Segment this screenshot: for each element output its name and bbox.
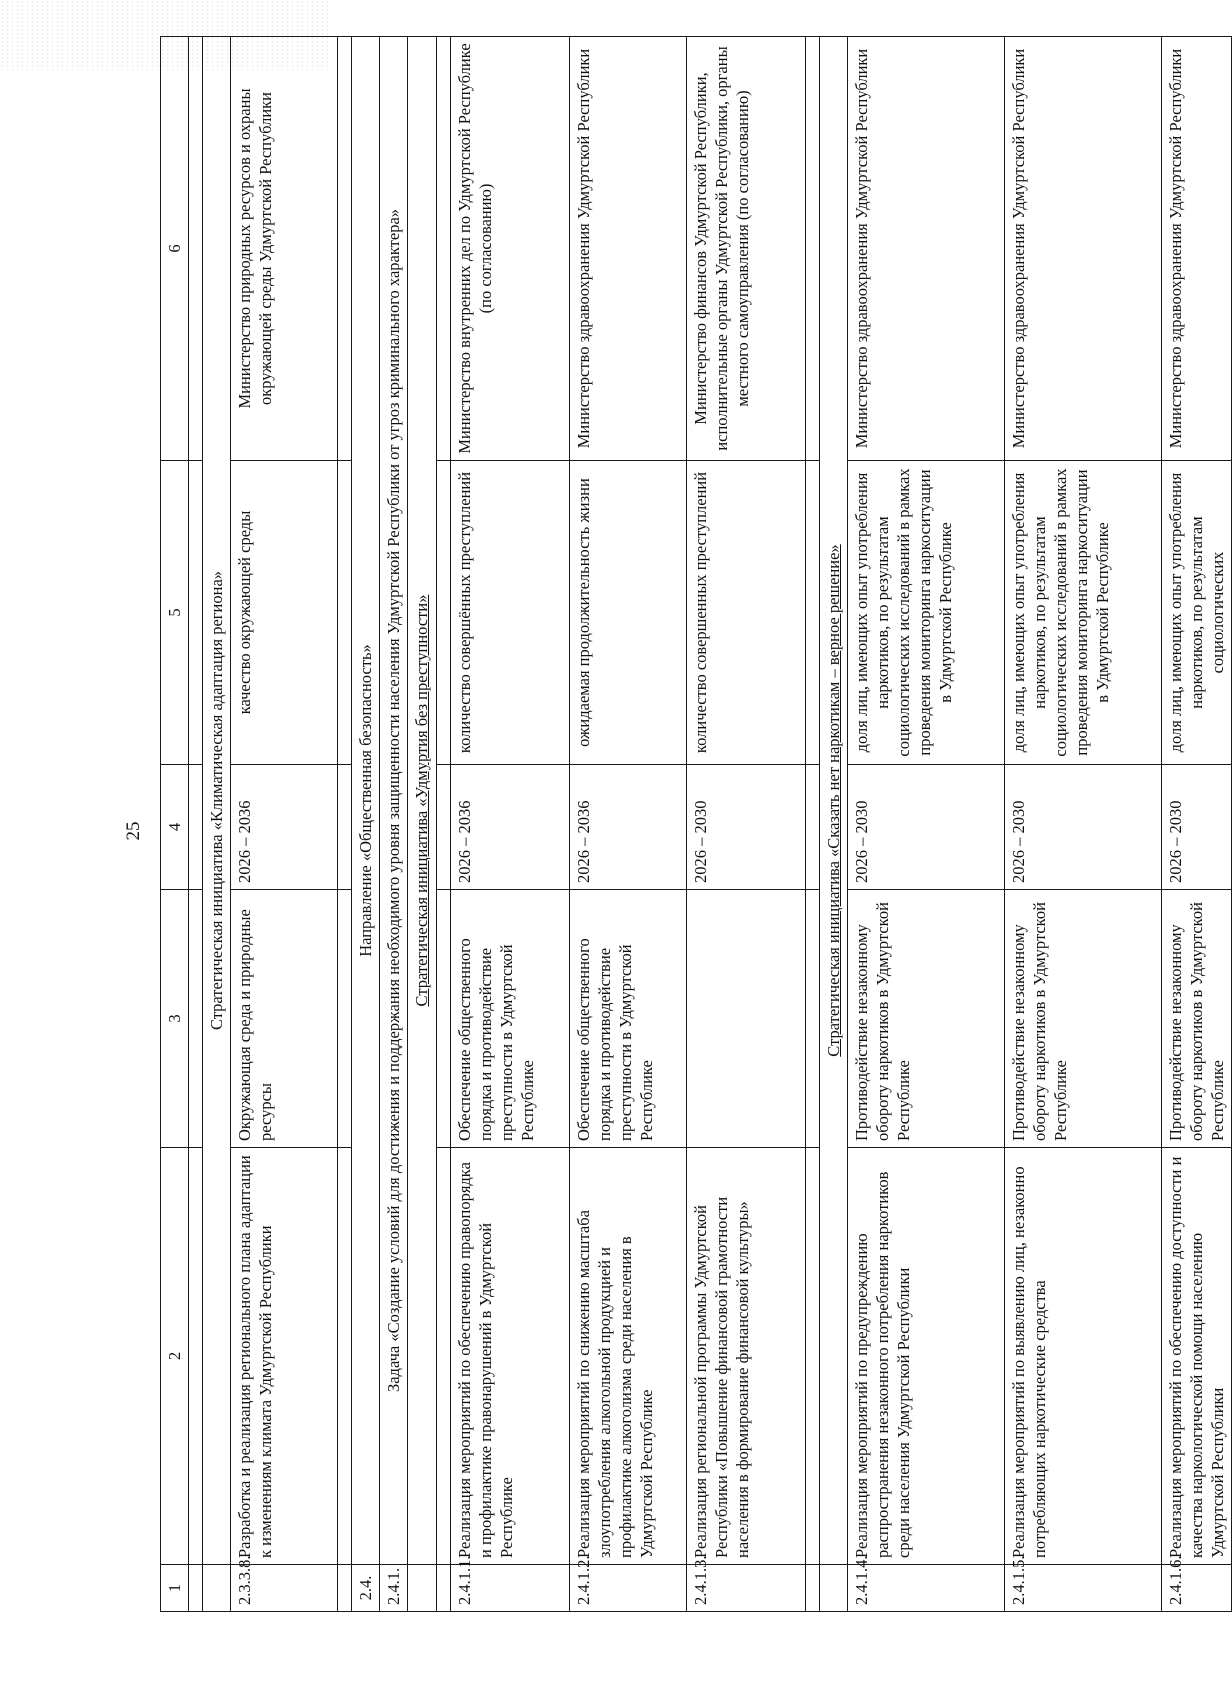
- header-cell: 4: [161, 765, 189, 890]
- program-name: Противодействие незаконному обороту наркотиков в Удмуртской Республике: [1161, 890, 1231, 1148]
- measure-name: Реализация мероприятий по обеспечению доступности и качества наркологической помощи населению Удмуртской Республики: [1161, 1148, 1231, 1565]
- indicator: доля лиц, имеющих опыт употребления наркотиков, по результатам социологических исследований в рамках проведения мониторинга наркоситуации в Удмуртской Республике: [1004, 461, 1161, 765]
- item-number: 2.4.1.3.: [686, 1565, 805, 1612]
- responsible: Министерство здравоохранения Удмуртской Республики: [1161, 37, 1231, 461]
- spacer-row: [189, 37, 203, 1612]
- table-row: [569, 37, 686, 1612]
- indicator: количество совершённых преступлений: [450, 461, 569, 765]
- section-title: Стратегическая инициатива «Удмуртия без преступности»: [412, 594, 432, 1007]
- spacer-cell: [805, 890, 819, 1148]
- program-name: Окружающая среда и природные ресурсы: [231, 890, 338, 1148]
- spacer-cell: [189, 890, 203, 1148]
- section-row: [380, 37, 408, 1612]
- section-row: [408, 37, 436, 1612]
- page-number: 25: [123, 821, 144, 841]
- section-row: [352, 37, 380, 1612]
- program-name: Противодействие незаконному обороту наркотиков в Удмуртской Республике: [847, 890, 1004, 1148]
- section-number: [408, 1565, 436, 1612]
- spacer-cell: [338, 461, 352, 765]
- section-number: 2.4.: [352, 1565, 380, 1612]
- item-number: 2.4.1.4.: [847, 1565, 1004, 1612]
- header-cell: 2: [161, 1148, 189, 1565]
- spacer-cell: [189, 461, 203, 765]
- measure-name: Реализация мероприятий по выявлению лиц, незаконно потребляющих наркотические средства: [1004, 1148, 1161, 1565]
- measure-name: Реализация региональной программы Удмуртской Республики «Повышение финансовой грамотности населения в формирование финансовой культуры»: [686, 1148, 805, 1565]
- section-title-cell: [819, 37, 847, 1565]
- spacer-cell: [189, 37, 203, 461]
- spacer-cell: [338, 1148, 352, 1565]
- item-number: 2.3.3.8.: [231, 1565, 338, 1612]
- program-name: Обеспечение общественного порядка и противодействие преступности в Удмуртской Республике: [450, 890, 569, 1148]
- table-row: [1004, 37, 1161, 1612]
- indicator: количество совершенных преступлений: [686, 461, 805, 765]
- indicator: доля лиц, имеющих опыт употребления наркотиков, по результатам социологических исследований в рамках проведения мониторинга наркоситуации в Удмуртской Республике: [847, 461, 1004, 765]
- spacer-cell: [805, 37, 819, 461]
- spacer-cell: [436, 37, 450, 461]
- period: 2026 – 2030: [1161, 765, 1231, 890]
- spacer-cell: [189, 765, 203, 890]
- period: 2026 – 2036: [450, 765, 569, 890]
- table-row: [450, 37, 569, 1612]
- section-number: 2.4.1.: [380, 1565, 408, 1612]
- header-cell: 1: [161, 1565, 189, 1612]
- measures-table: [160, 36, 1232, 1612]
- table-body: [161, 37, 1232, 1612]
- responsible: Министерство внутренних дел по Удмуртской Республике (по согласованию): [450, 37, 569, 461]
- table-row: [686, 37, 805, 1612]
- item-number: 2.4.1.5.: [1004, 1565, 1161, 1612]
- spacer-cell: [805, 1148, 819, 1565]
- period: 2026 – 2030: [1004, 765, 1161, 890]
- spacer-cell: [338, 890, 352, 1148]
- spacer-cell: [436, 1148, 450, 1565]
- responsible: Министерство природных ресурсов и охраны окружающей среды Удмуртской Республики: [231, 37, 338, 461]
- spacer-cell: [805, 1565, 819, 1612]
- program-name: Обеспечение общественного порядка и противодействие преступности в Удмуртской Республике: [569, 890, 686, 1148]
- section-title-cell: [203, 37, 231, 1565]
- responsible: Министерство здравоохранения Удмуртской Республики: [1004, 37, 1161, 461]
- measure-name: Реализация мероприятий по снижению масштаба злоупотребления алкогольной продукцией и профилактике алкоголизма среди населения в Удмуртской Республике: [569, 1148, 686, 1565]
- section-title-cell: [352, 37, 380, 1565]
- item-number: 2.4.1.6.: [1161, 1565, 1231, 1612]
- header-cell: 5: [161, 461, 189, 765]
- spacer-cell: [338, 37, 352, 461]
- section-title-cell: [380, 37, 408, 1565]
- responsible: Министерство здравоохранения Удмуртской Республики: [847, 37, 1004, 461]
- section-number: [203, 1565, 231, 1612]
- spacer-cell: [805, 765, 819, 890]
- period: 2026 – 2030: [847, 765, 1004, 890]
- spacer-row: [338, 37, 352, 1612]
- section-title: Стратегическая инициатива «Климатическая адаптация региона»: [207, 570, 227, 1031]
- indicator: ожидаемая продолжительность жизни: [569, 461, 686, 765]
- program-name: Противодействие незаконному обороту наркотиков в Удмуртской Республике: [1004, 890, 1161, 1148]
- header-cell: 3: [161, 890, 189, 1148]
- spacer-cell: [805, 461, 819, 765]
- table-row: [847, 37, 1004, 1612]
- section-number: [819, 1565, 847, 1612]
- header-row: [161, 37, 189, 1612]
- indicator: доля лиц, имеющих опыт употребления наркотиков, по результатам социологических: [1161, 461, 1231, 765]
- section-row: [203, 37, 231, 1612]
- spacer-cell: [436, 1565, 450, 1612]
- spacer-cell: [338, 765, 352, 890]
- rotated-page: [160, 37, 1227, 1612]
- period: 2026 – 2036: [569, 765, 686, 890]
- period: 2026 – 2030: [686, 765, 805, 890]
- measure-name: Реализация мероприятий по предупреждению распространения незаконного потребления наркотиков среди населения Удмуртской Республики: [847, 1148, 1004, 1565]
- spacer-cell: [436, 890, 450, 1148]
- spacer-cell: [189, 1565, 203, 1612]
- spacer-cell: [338, 1565, 352, 1612]
- spacer-row: [436, 37, 450, 1612]
- program-name: [686, 890, 805, 1148]
- section-row: [819, 37, 847, 1612]
- section-title: Направление «Общественная безопасность»: [356, 644, 376, 957]
- item-number: 2.4.1.1.: [450, 1565, 569, 1612]
- item-number: 2.4.1.2.: [569, 1565, 686, 1612]
- measure-name: Разработка и реализация регионального плана адаптации к изменениям климата Удмуртской Республики: [231, 1148, 338, 1565]
- spacer-cell: [436, 765, 450, 890]
- table-row: [1161, 37, 1231, 1612]
- measure-name: Реализация мероприятий по обеспечению правопорядка и профилактике правонарушений в Удмуртской Республике: [450, 1148, 569, 1565]
- header-cell: 6: [161, 37, 189, 461]
- spacer-cell: [436, 461, 450, 765]
- indicator: качество окружающей среды: [231, 461, 338, 765]
- spacer-cell: [189, 1148, 203, 1565]
- period: 2026 – 2036: [231, 765, 338, 890]
- responsible: Министерство здравоохранения Удмуртской Республики: [569, 37, 686, 461]
- section-title-cell: [408, 37, 436, 1565]
- spacer-row: [805, 37, 819, 1612]
- section-title: Задача «Создание условий для достижения и поддержания необходимого уровня защищенности населения Удмуртской Республики от угроз криминального характера»: [384, 208, 404, 1393]
- responsible: Министерство финансов Удмуртской Республики, исполнительные органы Удмуртской Республики, органы местного самоуправления (по согласованию): [686, 37, 805, 461]
- table-row: [231, 37, 338, 1612]
- section-title: Стратегическая инициатива «Сказать нет наркотикам – верное решение»: [823, 544, 843, 1057]
